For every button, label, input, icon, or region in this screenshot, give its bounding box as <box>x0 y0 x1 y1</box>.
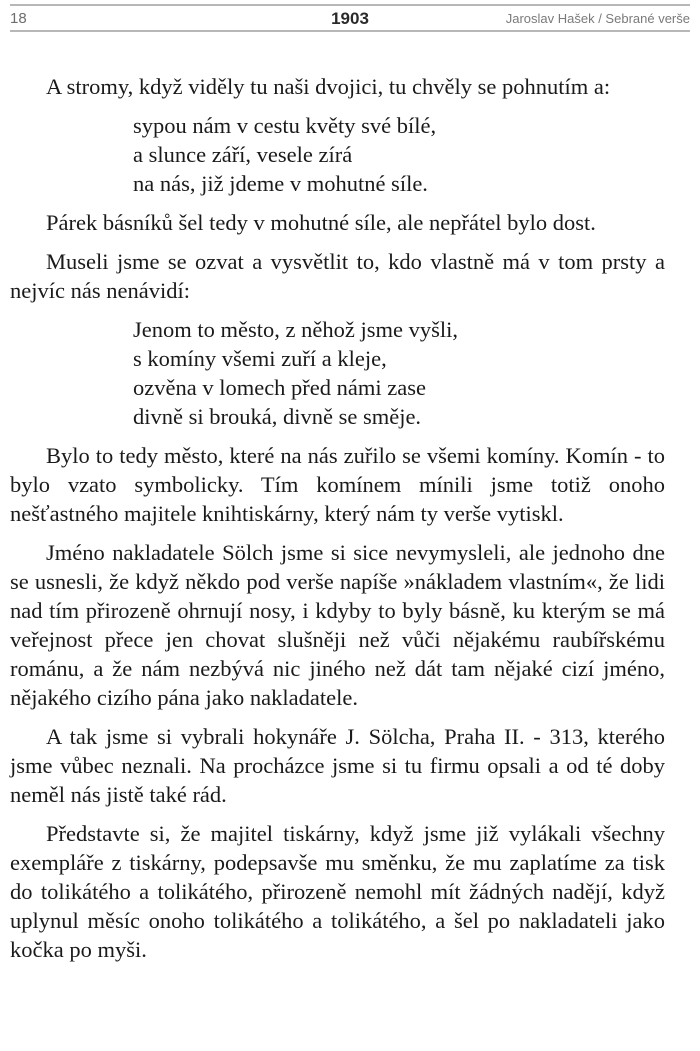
paragraph: Párek básníků šel tedy v mohutné síle, ale nepřátel bylo dost. <box>46 210 596 235</box>
page-number: 18 <box>10 10 27 27</box>
paragraph: Jméno nakladatele Sölch jsme si sice nevymysleli, ale jednoho dne se usnesli, že když někdo pod verše napíše »nákladem vlastním«, že lidi nad tím přirozeně ohrnují nosy, i kdyby to byly básně, ku kterým se má veřejnost přece jen chovat slušněji než vůči nějakému raubířskému románu, a že nám nezbývá nic jiného než dát tam nějaké cizí jméno, nějakého cizího pána jako nakladatele. <box>10 540 665 710</box>
paragraph: A tak jsme si vybrali hokynáře J. Sölcha, Praha II. - 313, kterého jsme vůbec neznali. Na procházce jsme si tu firmu opsali a od té doby neměl nás jistě také rád. <box>10 724 665 807</box>
verse-line: divně si brouká, divně se směje. <box>133 404 422 429</box>
paragraph: Museli jsme se ozvat a vysvětlit to, kdo vlastně má v tom prsty a nejvíc nás nenávidí: <box>10 249 665 303</box>
verse-line: a slunce září, vesele zírá <box>133 142 353 167</box>
chapter-year: 1903 <box>331 9 369 28</box>
page-body <box>10 72 665 974</box>
verse-line: ozvěna v lomech před námi zase <box>133 375 426 400</box>
verse-line: Jenom to město, z něhož jsme vyšli, <box>133 317 458 342</box>
verse-stanza <box>133 315 665 431</box>
paragraph: A stromy, když viděly tu naši dvojici, tu chvěly se pohnutím a: <box>46 74 611 99</box>
paragraph: Bylo to tedy město, které na nás zuřilo se všemi komíny. Komín - to bylo vzato symbolicky. Tím komínem mínili jsme totiž onoho nešťastného majitele knihtiskárny, který nám ty verše vytiskl. <box>10 443 665 526</box>
running-title: Jaroslav Hašek / Sebrané verše <box>505 11 690 26</box>
verse-line: sypou nám v cestu květy své bílé, <box>133 113 437 138</box>
verse-line: na nás, již jdeme v mohutné síle. <box>133 171 428 196</box>
verse-stanza <box>133 111 665 198</box>
page-header <box>10 4 690 32</box>
verse-line: s komíny všemi zuří a kleje, <box>133 346 387 371</box>
paragraph: Představte si, že majitel tiskárny, když jsme již vylákali všechny exempláře z tiskárny, podepsavše mu směnku, že mu zaplatíme za tisk do tolikátého a tolikátého, přirozeně nemohl mít žádných nadějí, když uplynul měsíc onoho tolikátého a tolikátého, a šel po nakladateli jako kočka po myši. <box>10 821 665 962</box>
